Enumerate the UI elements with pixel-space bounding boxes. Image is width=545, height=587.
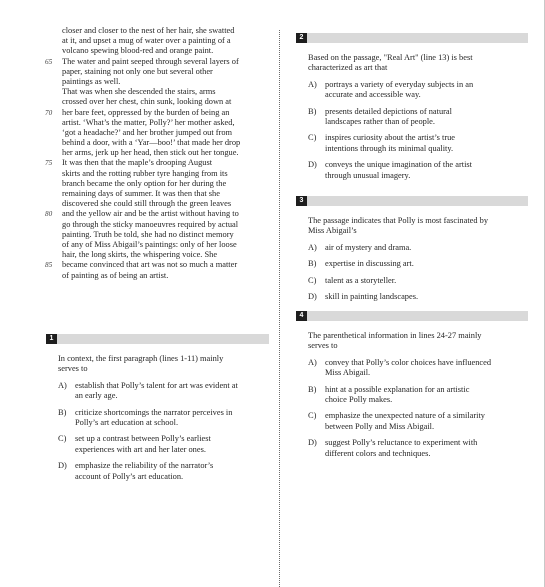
answer-choice[interactable] [296, 276, 528, 286]
answer-choice-letter: A) [308, 357, 317, 367]
passage-line [45, 199, 270, 209]
answer-choice[interactable] [296, 133, 528, 154]
answer-choice-text: criticize shortcomings the narrator perceives in [75, 407, 233, 417]
answer-choice-text: emphasize the unexpected nature of a similarity [325, 411, 485, 421]
question-stem-line: In context, the first paragraph (lines 1-11) mainly [58, 354, 224, 363]
answer-choice-letter: A) [58, 380, 67, 390]
answer-choice-text: presents detailed depictions of natural [325, 106, 452, 116]
question-number: 3 [296, 196, 307, 206]
question-4 [296, 311, 528, 459]
answer-choice[interactable] [46, 461, 269, 482]
answer-choice-text: establish that Polly’s talent for art was evident at [75, 380, 238, 390]
passage-line-text: paper, staining not only one but several other [62, 66, 213, 76]
passage-line-text: painting. Truth be told, she had no distinct memory [62, 229, 234, 239]
question-stem-line: Miss Abigail’s [308, 226, 357, 236]
answer-choice-text: suggest Polly’s reluctance to experiment with [325, 438, 478, 448]
passage-line-text: closer and closer to the nest of her hair, she swatted [62, 26, 235, 35]
answer-choice[interactable] [46, 381, 269, 402]
passage-line-text: hair, the long skirts, the whispering voice. She [62, 250, 218, 260]
answer-choice-letter: C) [308, 275, 317, 285]
passage-line [45, 46, 270, 56]
passage-line-text: remaining days of summer. It was then that she [62, 189, 220, 198]
answer-choice-text: landscapes rather than of people. [325, 117, 435, 127]
answer-choice-letter: B) [58, 407, 67, 417]
question-number: 1 [46, 334, 57, 344]
answer-choice[interactable] [296, 107, 528, 128]
answer-choice-text: convey that Polly’s color choices have influenced [325, 357, 492, 367]
answer-choice[interactable] [296, 438, 528, 459]
answer-choice-text: experiences with art and her later ones. [75, 444, 206, 454]
answer-choice[interactable] [296, 292, 528, 302]
answer-choice-letter: B) [308, 106, 317, 116]
passage-line-text: artist. ‘What’s the matter, Polly?’ her mother asked, [62, 117, 235, 127]
passage-line [45, 271, 270, 281]
answer-choice[interactable] [296, 259, 528, 269]
answer-choice-letter: C) [308, 411, 317, 421]
question-stem [296, 331, 528, 352]
passage-line [45, 138, 270, 148]
question-stem-line: serves to [308, 341, 338, 351]
answer-choice-text: Miss Abigail. [325, 368, 371, 378]
answer-choice-text: skill in painting landscapes. [325, 292, 419, 302]
passage-line-text: It was then that the maple’s drooping August [62, 158, 213, 168]
answer-choice-letter: D) [308, 160, 317, 170]
passage-line-text: behind a door, with a ‘Yar—boo!’ that made her drop [62, 138, 241, 148]
question-header-bar [296, 33, 528, 43]
answer-choice[interactable] [296, 411, 528, 432]
passage-line-text: paintings as well. [62, 76, 121, 86]
answer-choice-text: through unusual imagery. [325, 170, 411, 180]
passage-line-text: at it, and upset a mug of water over a painting of a [62, 36, 231, 46]
question-stem-line: The parenthetical information in lines 24-27 mainly [308, 331, 482, 340]
answer-choice-letter: B) [308, 259, 317, 269]
answer-choice[interactable] [296, 160, 528, 181]
answer-choice-text: an early age. [75, 391, 118, 401]
answer-choice-letter: D) [308, 438, 317, 448]
answer-choice-text: Polly’s art education at school. [75, 418, 179, 428]
passage-text [45, 26, 270, 281]
question-2 [296, 33, 528, 181]
passage-line-text: The water and paint seeped through several layers of [62, 56, 239, 66]
question-header-bar [46, 334, 269, 344]
answer-choice-letter: A) [308, 242, 317, 252]
passage-line [45, 36, 270, 46]
passage-line [45, 128, 270, 138]
answer-choice-text: hint at a possible explanation for an artistic [325, 384, 470, 394]
passage-line-text: of any of Miss Abigail’s paintings: only of her loose [62, 239, 237, 249]
passage-line [45, 148, 270, 158]
passage-line [45, 77, 270, 87]
answer-choice[interactable] [46, 408, 269, 429]
answer-choice-text: account of Polly’s art education. [75, 471, 184, 481]
answer-choice-text: between Polly and Miss Abigail. [325, 421, 435, 431]
line-number: 85 [45, 261, 53, 270]
question-stem [296, 53, 528, 74]
answer-choice[interactable] [296, 80, 528, 101]
passage-line-text: and the yellow air and be the artist without having to [62, 209, 239, 219]
answer-choice-text: expertise in discussing art. [325, 259, 414, 269]
passage-line-text: discovered she could still through the green leaves [62, 199, 232, 209]
passage-line [45, 57, 270, 67]
line-number: 65 [45, 57, 53, 66]
passage-line [45, 67, 270, 77]
answer-choice-letter: C) [308, 133, 317, 143]
answer-choice-letter: D) [308, 292, 317, 302]
passage-line-text: That was when she descended the stairs, arms [62, 87, 216, 97]
passage-line-text: skirts and the rotting rubber tyre hanging from its [62, 168, 228, 178]
question-stem [296, 216, 528, 237]
answer-choice-letter: B) [308, 384, 317, 394]
passage-line [45, 97, 270, 107]
answer-choice-text: emphasize the reliability of the narrator’s [75, 461, 214, 471]
passage-line [45, 260, 270, 270]
answer-choice-text: conveys the unique imagination of the artist [325, 160, 472, 170]
passage-line [45, 87, 270, 97]
question-stem-line: Based on the passage, "Real Art" (line 13) is best [308, 53, 473, 62]
question-stem [46, 354, 269, 375]
question-number: 4 [296, 311, 307, 321]
question-1 [46, 334, 269, 482]
question-stem-line: The passage indicates that Polly is most fascinated by [308, 216, 489, 225]
passage-line-text: of painting as of being an artist. [62, 270, 169, 280]
line-number: 70 [45, 108, 53, 117]
answer-choice-text: portrays a variety of everyday subjects in an [325, 79, 474, 89]
passage-line [45, 179, 270, 189]
passage-line [45, 220, 270, 230]
answer-choice-text: different colors and techniques. [325, 448, 431, 458]
answer-choice-letter: D) [58, 461, 67, 471]
question-stem-line: serves to [58, 364, 88, 374]
passage-line-text: volcano spewing blood-red and orange paint. [62, 46, 214, 56]
passage-line-text: go through the sticky manoeuvres required by actual [62, 219, 239, 229]
passage-line [45, 250, 270, 260]
passage-line [45, 108, 270, 118]
passage-line [45, 169, 270, 179]
question-3 [296, 196, 528, 302]
answer-choice[interactable] [296, 385, 528, 406]
passage-line-text: her arms, jerk up her head, then stick out her tongue. [62, 148, 239, 158]
answer-choice-text: set up a contrast between Polly’s earliest [75, 434, 211, 444]
passage-line-text: branch became the only option for her during the [62, 178, 227, 188]
passage-line [45, 26, 270, 36]
passage-line [45, 158, 270, 168]
question-header-bar [296, 311, 528, 321]
answer-choice[interactable] [296, 243, 528, 253]
passage-line-text: ‘got a headache?’ and her brother jumped out from [62, 127, 233, 137]
passage-line-text: became convinced that art was not so much a matter [62, 260, 238, 270]
question-stem-line: characterized as art that [308, 63, 388, 73]
passage-line [45, 209, 270, 219]
question-number: 2 [296, 33, 307, 43]
passage-line [45, 118, 270, 128]
answer-choice-letter: C) [58, 434, 67, 444]
passage-line-text: crossed over her chest, chin sunk, looking down at [62, 97, 232, 107]
line-number: 75 [45, 159, 53, 168]
line-number: 80 [45, 210, 53, 219]
passage-line [45, 230, 270, 240]
answer-choice[interactable] [296, 358, 528, 379]
answer-choice-text: intentions through its minimal quality. [325, 143, 454, 153]
passage-line [45, 189, 270, 199]
column-divider [279, 30, 280, 587]
question-header-bar [296, 196, 528, 206]
answer-choice[interactable] [46, 434, 269, 455]
answer-choice-text: choice Polly makes. [325, 395, 393, 405]
answer-choice-text: air of mystery and drama. [325, 242, 412, 252]
passage-column [45, 26, 270, 281]
answer-choice-text: inspires curiosity about the artist’s true [325, 133, 456, 143]
passage-line [45, 240, 270, 250]
passage-line-text: her bare feet, oppressed by the burden of being an [62, 107, 230, 117]
answer-choice-text: talent as a storyteller. [325, 275, 397, 285]
answer-choice-text: accurate and accessible way. [325, 90, 421, 100]
answer-choice-letter: A) [308, 79, 317, 89]
